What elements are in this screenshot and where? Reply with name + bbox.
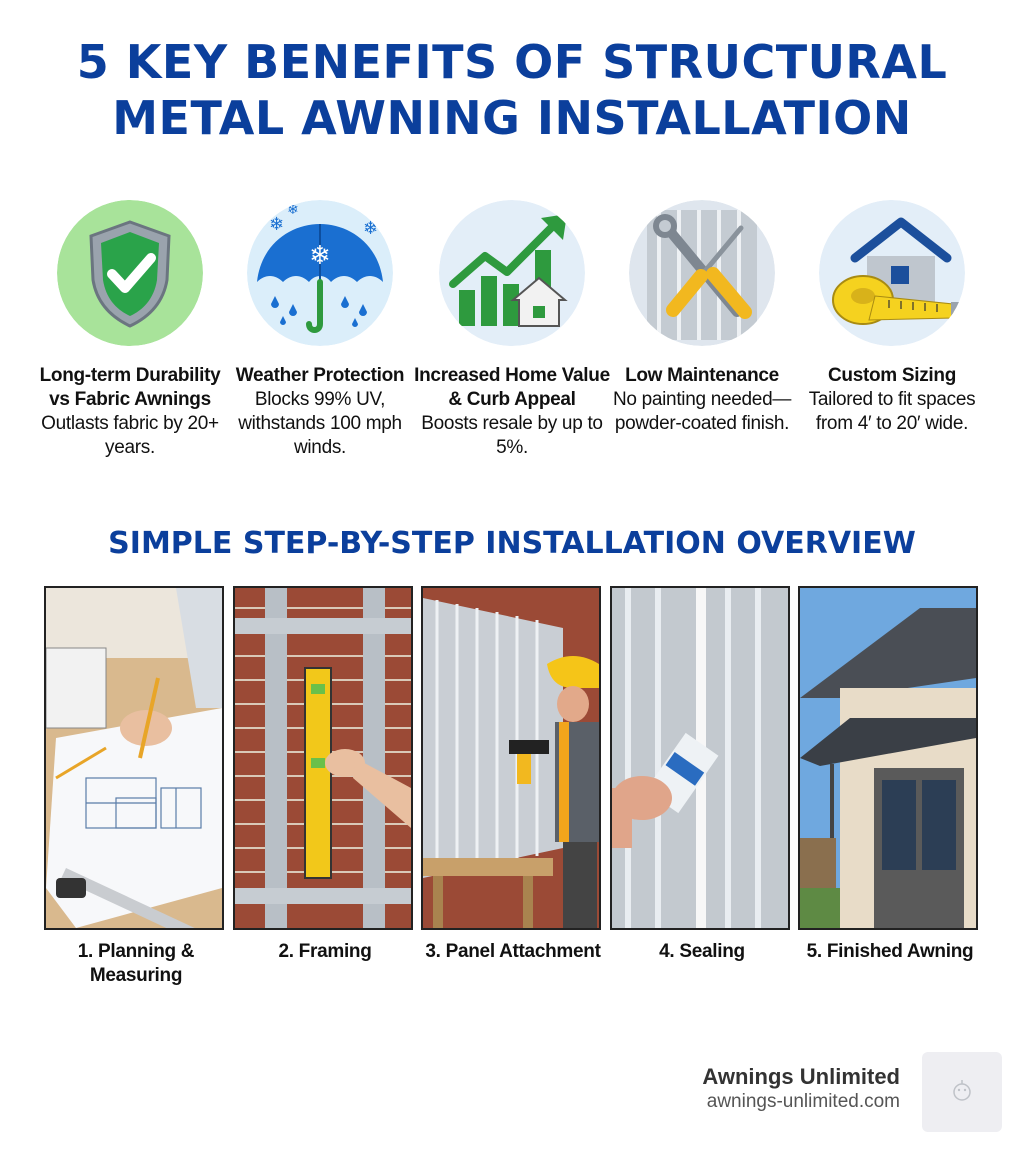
benefit-weather [220,200,420,460]
panel-attachment-photo [421,586,601,930]
finished-awning-photo [798,586,978,930]
brand-logo-icon [922,1052,1002,1132]
benefit-custom-sizing [792,200,992,436]
step-label: 4. Sealing [659,941,745,962]
benefit-desc: Boosts resale by up to 5%. [421,413,603,458]
step-label: 2. Framing [278,941,372,962]
sealing-photo [610,586,790,930]
step-label: 3. Panel Attachment [425,941,601,962]
benefit-title: Long-term Durability vs Fabric Awnings [39,365,221,410]
planning-photo [44,586,224,930]
umbrella-snow-rain-icon [247,200,393,346]
svg-text:❄: ❄ [363,218,379,239]
house-tape-measure-icon [819,200,965,346]
benefit-title: Low Maintenance [625,365,779,386]
benefit-desc: No painting needed—powder-coated finish. [612,389,792,434]
benefit-home-value [412,200,612,460]
step-label: 5. Finished Awning [806,941,974,962]
shield-check-icon [57,200,203,346]
title-line-2: METAL AWNING INSTALLATION [112,91,912,145]
framing-photo [233,586,413,930]
section-subtitle: SIMPLE STEP-BY-STEP INSTALLATION OVERVIEW [108,526,916,561]
benefit-title: Increased Home Value & Curb Appeal [414,365,610,410]
benefit-desc: Outlasts fabric by 20+ years. [41,413,219,458]
brand-block [640,1064,900,1114]
svg-text:❄: ❄ [309,241,331,271]
brand-url[interactable]: awnings-unlimited.com [706,1091,900,1112]
benefit-desc: Blocks 99% UV, withstands 100 mph winds. [238,389,402,458]
page-title [0,34,1024,146]
brand-name: Awnings Unlimited [702,1064,900,1089]
svg-text:❄: ❄ [269,214,285,235]
benefit-title: Weather Protection [235,365,405,386]
step-finished-awning [798,586,982,964]
step-framing [233,586,417,964]
step-label: 1. Planning & Measuring [77,941,195,986]
wrench-screwdriver-icon [629,200,775,346]
benefit-durability [30,200,230,460]
step-panel-attachment [421,586,605,964]
benefit-desc: Tailored to fit spaces from 4′ to 20′ wide. [808,389,976,434]
benefit-low-maintenance [602,200,802,436]
svg-text:❄: ❄ [287,202,299,218]
steps-row [44,586,984,1006]
benefit-title: Custom Sizing [827,365,957,386]
step-planning [44,586,228,988]
title-line-1: 5 KEY BENEFITS OF STRUCTURAL [76,35,948,89]
step-sealing [610,586,794,964]
benefits-row [20,200,1004,470]
growth-chart-house-icon [439,200,585,346]
